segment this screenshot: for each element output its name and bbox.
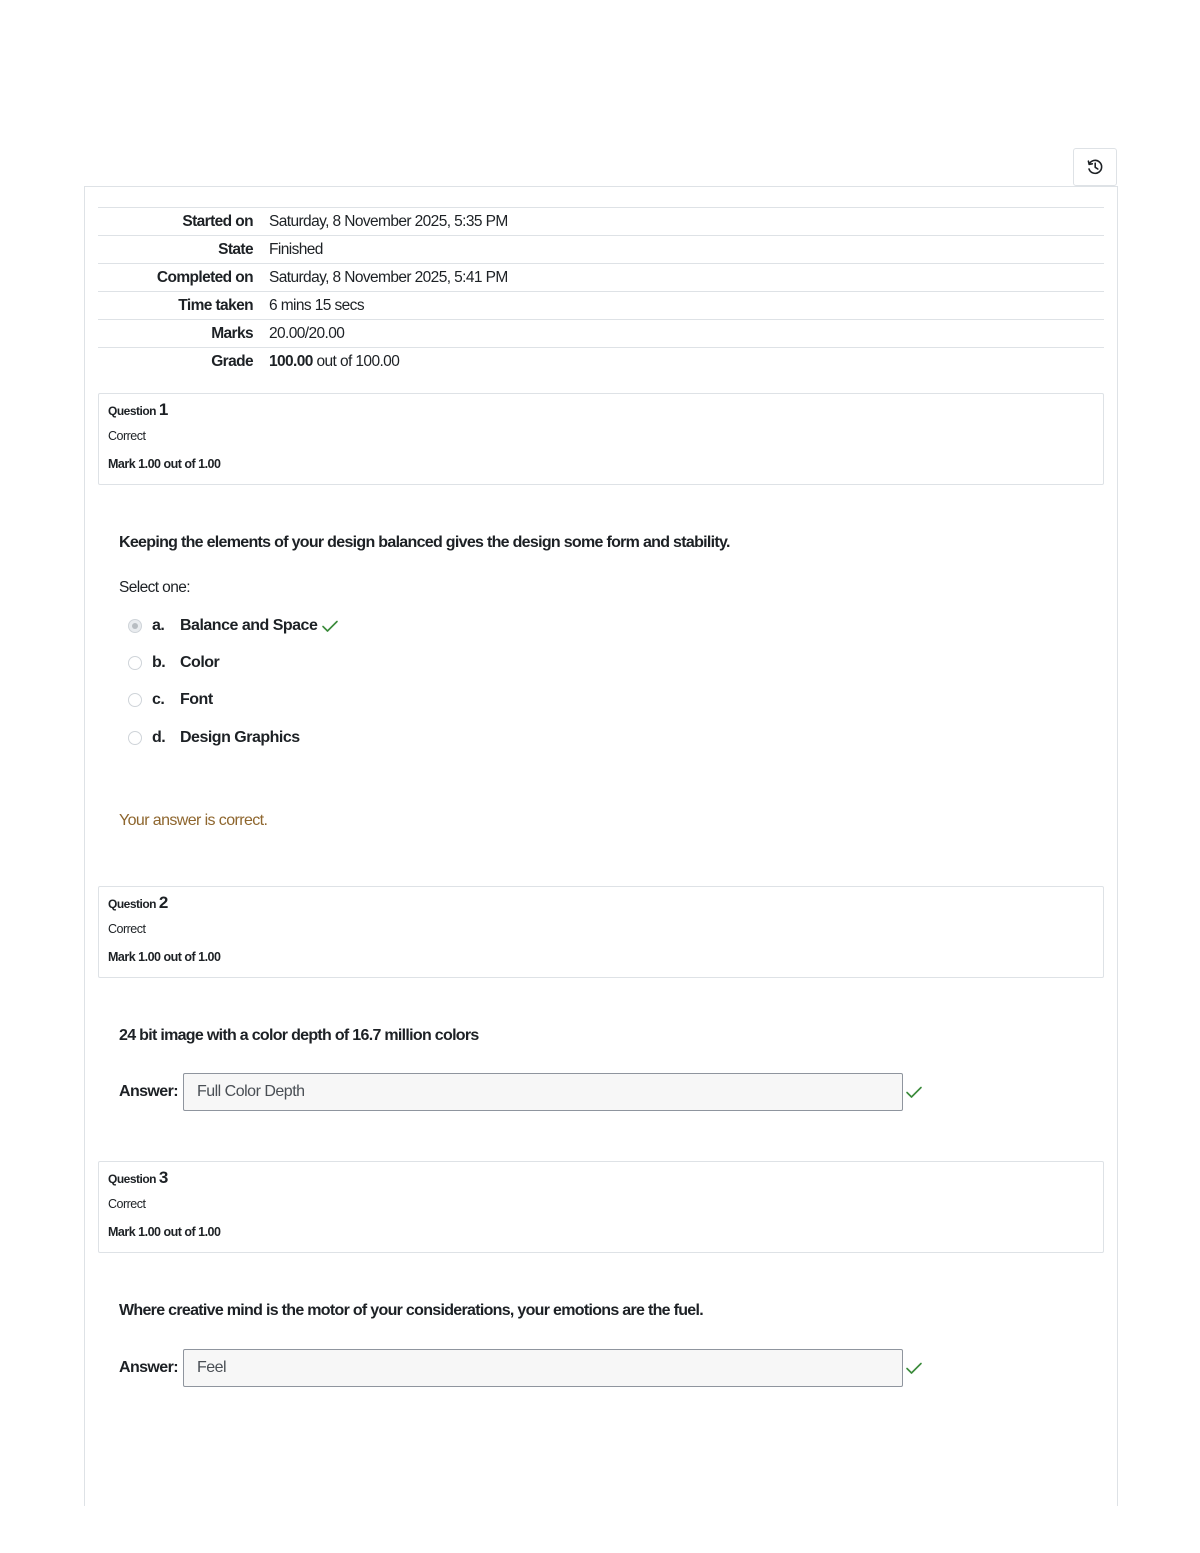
question-number <box>108 1168 1094 1190</box>
question-grade: Mark 1.00 out of 1.00 <box>108 457 221 471</box>
answer-label: Answer: <box>119 1083 178 1100</box>
question-grade: Mark 1.00 out of 1.00 <box>108 1225 221 1239</box>
attempt-summary-table <box>98 207 1104 376</box>
grade-out-of: out of 100.00 <box>312 352 400 370</box>
summary-label: Completed on <box>98 264 269 292</box>
summary-value: Saturday, 8 November 2025, 5:35 PM <box>269 208 1104 236</box>
history-button[interactable] <box>1073 148 1117 186</box>
question-text-1: Keeping the elements of your design balanced gives the design some form and stability. <box>119 534 730 551</box>
option-text: Balance and Space <box>180 617 318 634</box>
summary-row-grade <box>98 348 1104 376</box>
question-number <box>108 400 1094 422</box>
question-state: Correct <box>108 922 146 936</box>
radio-button[interactable] <box>128 656 142 670</box>
answer-label: Answer: <box>119 1359 178 1376</box>
answer-field[interactable] <box>183 1073 903 1111</box>
answer-row-2 <box>119 1073 923 1111</box>
question-number <box>108 893 1094 915</box>
summary-row-started <box>98 208 1104 236</box>
summary-row-completed <box>98 264 1104 292</box>
select-one-prompt: Select one: <box>119 579 190 596</box>
question-label: Question <box>108 897 157 911</box>
summary-label: Time taken <box>98 292 269 320</box>
correct-check-icon <box>905 1085 923 1099</box>
option-text: Design Graphics <box>180 729 300 746</box>
summary-row-state <box>98 236 1104 264</box>
summary-row-marks <box>98 320 1104 348</box>
summary-row-time-taken <box>98 292 1104 320</box>
question-text-3: Where creative mind is the motor of your considerations, your emotions are the fuel. <box>119 1302 703 1319</box>
summary-value: Finished <box>269 236 1104 264</box>
answer-row-3 <box>119 1349 923 1387</box>
option-letter: a. <box>152 617 165 634</box>
question-state: Correct <box>108 1197 146 1211</box>
option-text: Color <box>180 654 220 671</box>
option-letter: d. <box>152 729 166 746</box>
question-info-3 <box>98 1161 1104 1253</box>
summary-label: Marks <box>98 320 269 348</box>
grade-value: 100.00 <box>269 352 313 370</box>
question-label: Question <box>108 404 157 418</box>
summary-value: 6 mins 15 secs <box>269 292 1104 320</box>
question-text-2: 24 bit image with a color depth of 16.7 million colors <box>119 1027 479 1044</box>
answer-option-c[interactable] <box>128 689 213 711</box>
question-state: Correct <box>108 429 146 443</box>
answer-feedback: Your answer is correct. <box>119 812 268 829</box>
radio-button[interactable] <box>128 619 142 633</box>
radio-button[interactable] <box>128 731 142 745</box>
radio-button[interactable] <box>128 693 142 707</box>
question-number-value: 3 <box>158 1168 168 1187</box>
summary-label: Started on <box>98 208 269 236</box>
option-letter: c. <box>152 691 165 708</box>
summary-label: State <box>98 236 269 264</box>
summary-value <box>269 348 1104 376</box>
history-icon <box>1086 158 1104 176</box>
question-grade: Mark 1.00 out of 1.00 <box>108 950 221 964</box>
question-number-value: 2 <box>158 893 168 912</box>
answer-option-a[interactable] <box>128 615 339 637</box>
question-label: Question <box>108 1172 157 1186</box>
question-info-1 <box>98 393 1104 485</box>
correct-check-icon <box>905 1361 923 1375</box>
answer-option-b[interactable] <box>128 652 219 674</box>
option-letter: b. <box>152 654 166 671</box>
summary-value: 20.00/20.00 <box>269 320 1104 348</box>
option-text: Font <box>180 691 213 708</box>
question-number-value: 1 <box>158 400 168 419</box>
summary-value: Saturday, 8 November 2025, 5:41 PM <box>269 264 1104 292</box>
correct-check-icon <box>321 619 339 633</box>
answer-option-d[interactable] <box>128 727 300 749</box>
summary-label: Grade <box>98 348 269 376</box>
question-info-2 <box>98 886 1104 978</box>
answer-field[interactable] <box>183 1349 903 1387</box>
